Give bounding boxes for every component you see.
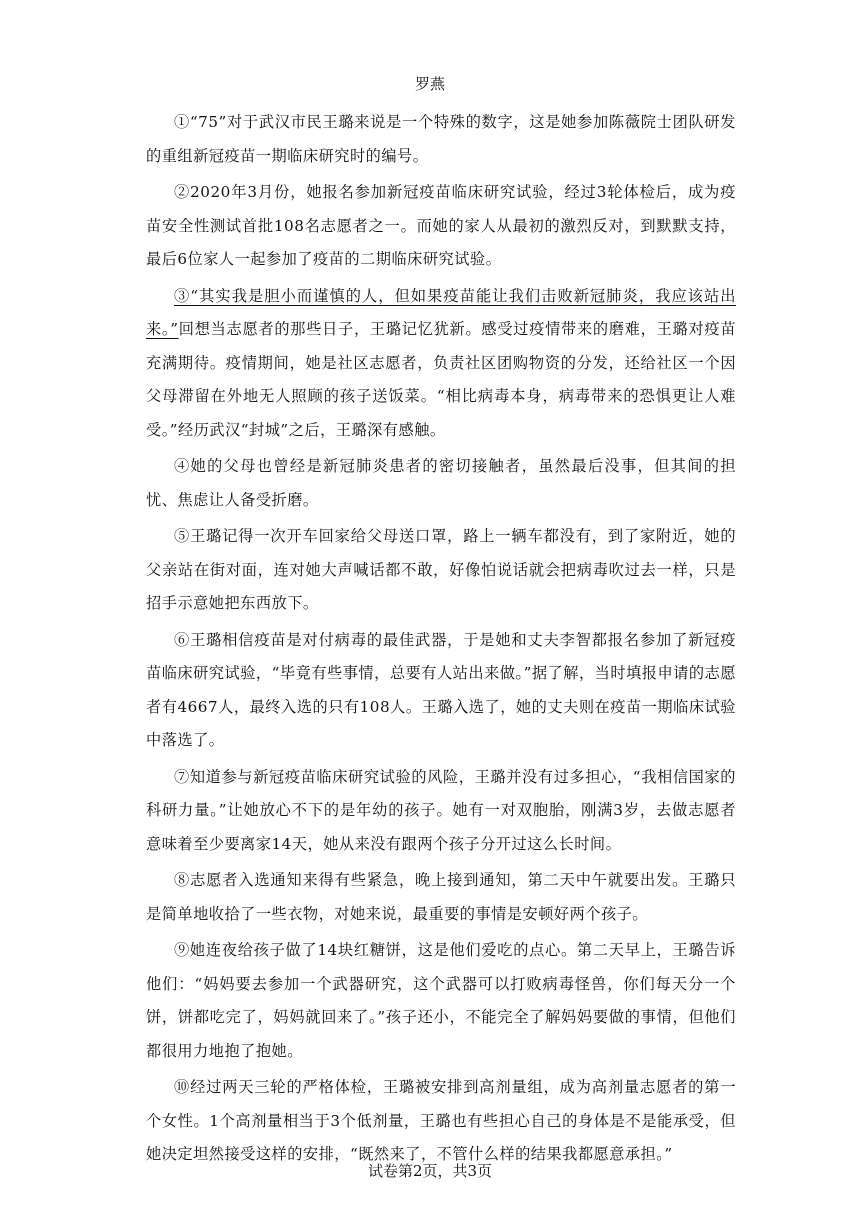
paragraph-8: ⑧志愿者入选通知来得有些紧急，晚上接到通知，第二天中午就要出发。王璐只是简单地收拾了一些衣物，对她来说，最重要的事情是安顿好两个孩子。 xyxy=(146,871,736,923)
paragraph-3-rest: 回想当志愿者的那些日子，王璐记忆犹新。感受过疫情带来的磨难，王璐对疫苗充满期待。疫情期间，她是社区志愿者，负责社区团购物资的分发，还给社区一个因父母滞留在外地无人照顾的孩子送饭菜。“相比病毒本身，病毒带来的恐惧更让人难受。”经历武汉“封城”之后，王璐深有感触。 xyxy=(146,320,737,439)
paragraph-2: ②2020年3月份，她报名参加新冠疫苗临床研究试验，经过3轮体检后，成为疫苗安全性测试首批108名志愿者之一。而她的家人从最初的激烈反对，到默默支持，最后6位家人一起参加了疫苗的二期临床研究试验。 xyxy=(146,183,736,268)
paragraph-4: ④她的父母也曾经是新冠肺炎患者的密切接触者，虽然最后没事，但其间的担忧、焦虑让人备受折磨。 xyxy=(146,457,736,509)
author-name: 罗燕 xyxy=(414,75,445,93)
paragraph-1: ①“75”对于武汉市民王璐来说是一个特殊的数字，这是她参加陈薇院士团队研发的重组新冠疫苗一期临床研究时的编号。 xyxy=(146,113,736,165)
article-body xyxy=(0,106,860,1172)
paragraph-10: ⑩经过两天三轮的严格体检，王璐被安排到高剂量组，成为高剂量志愿者的第一个女性。1个高剂量相当于3个低剂量，王璐也有些担心自己的身体是不是能承受，但她决定坦然接受这样的安排，“既然来了，不管什么样的结果我都愿意承担。” xyxy=(146,1078,736,1163)
paragraph-9: ⑨她连夜给孩子做了14块红糖饼，这是他们爱吃的点心。第二天早上，王璐告诉他们：“妈妈要去参加一个武器研究，这个武器可以打败病毒怪兽，你们每天分一个饼，饼都吃完了，妈妈就回来了。”孩子还小，不能完全了解妈妈要做的事情，但他们都很用力地抱了抱她。 xyxy=(146,941,736,1060)
paragraph-5: ⑤王璐记得一次开车回家给父母送口罩，路上一辆车都没有，到了家附近，她的父亲站在街对面，连对她大声喊话都不敢，好像怕说话就会把病毒吹过去一样，只是招手示意她把东西放下。 xyxy=(146,527,736,612)
paragraph-6: ⑥王璐相信疫苗是对付病毒的最佳武器，于是她和丈夫李智都报名参加了新冠疫苗临床研究试验，“毕竟有些事情，总要有人站出来做。”据了解，当时填报申请的志愿者有4667人，最终入选的只有108人。王璐入选了，她的丈夫则在疫苗一期临床试验中落选了。 xyxy=(146,630,736,749)
underlined-quote: ③“其实我是胆小而谨慎的人，但如果疫苗能让我们击败新冠肺炎，我应该站出来。” xyxy=(146,286,736,338)
paragraph-3 xyxy=(146,280,736,448)
page-footer: 试卷第2页，共3页 xyxy=(367,1162,493,1180)
paragraph-7: ⑦知道参与新冠疫苗临床研究试验的风险，王璐并没有过多担心，“我相信国家的科研力量。”让她放心不下的是年幼的孩子。她有一对双胞胎，刚满3岁，去做志愿者意味着至少要离家14天，她从来没有跟两个孩子分开过这么长时间。 xyxy=(146,767,736,853)
